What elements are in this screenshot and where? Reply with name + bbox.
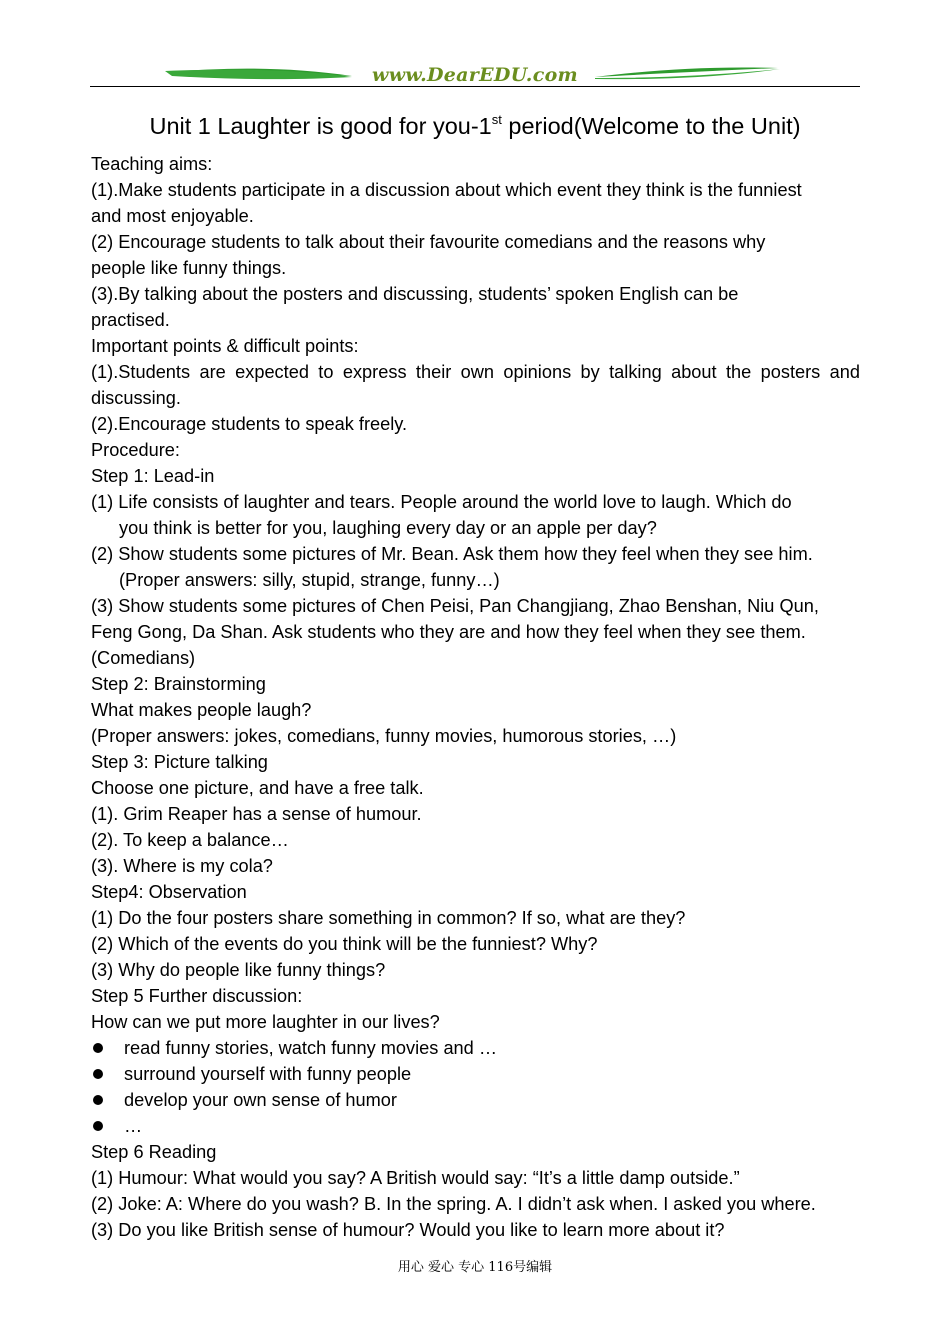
title-superscript: st: [491, 112, 502, 127]
section-heading: Important points & difficult points:: [91, 336, 359, 356]
paragraph-line: (Proper answers: silly, stupid, strange, funny…): [119, 570, 500, 590]
paragraph-line: (3). Where is my cola?: [91, 856, 273, 876]
title-rest: period(Welcome to the Unit): [501, 113, 801, 139]
paragraph-line: Feng Gong, Da Shan. Ask students who they are and how they feel when they see them.: [91, 622, 806, 642]
step-heading: Step 6 Reading: [91, 1142, 217, 1162]
paragraph-line: (2) Joke: A: Where do you wash? B. In the spring. A. I didn’t ask when. I asked you where.: [91, 1194, 816, 1214]
bullet-text: develop your own sense of humor: [124, 1090, 397, 1110]
paragraph-line: (2). To keep a balance…: [91, 830, 289, 850]
paragraph-line: (Comedians): [91, 648, 196, 668]
paragraph-line: (1).Make students participate in a discussion about which event they think is the funniest: [91, 180, 802, 200]
bullet-text: read funny stories, watch funny movies and …: [124, 1038, 498, 1058]
section-heading: Procedure:: [91, 440, 180, 460]
paragraph-line: practised.: [91, 310, 170, 330]
bullet-dot-icon: [93, 1095, 103, 1105]
paragraph-line: (1) Life consists of laughter and tears. People around the world love to laugh. Which do: [91, 492, 792, 512]
document-body: [91, 151, 860, 1243]
bullet-item: [91, 1061, 860, 1087]
header-divider: [90, 86, 860, 87]
paragraph-line: (3) Why do people like funny things?: [91, 960, 386, 980]
paragraph-line: (Proper answers: jokes, comedians, funny movies, humorous stories, …): [91, 726, 677, 746]
paragraph-line: (2).Encourage students to speak freely.: [91, 414, 408, 434]
paragraph-line: (1) Humour: What would you say? A British would say: “It’s a little damp outside.”: [91, 1168, 740, 1188]
step-heading: Step 2: Brainstorming: [91, 674, 266, 694]
paragraph-line: (1).Students are expected to express their own opinions by talking about the posters and: [91, 362, 860, 382]
bullet-dot-icon: [93, 1121, 103, 1131]
paragraph-line: (1). Grim Reaper has a sense of humour.: [91, 804, 422, 824]
bullet-text: surround yourself with funny people: [124, 1064, 412, 1084]
bullet-text: …: [124, 1116, 143, 1136]
document-title: [90, 110, 860, 146]
paragraph-line: (2) Encourage students to talk about their favourite comedians and the reasons why: [91, 232, 766, 252]
step-heading: Step4: Observation: [91, 882, 247, 902]
paragraph-line: (2) Show students some pictures of Mr. Bean. Ask them how they feel when they see him.: [91, 544, 813, 564]
paragraph-line: and most enjoyable.: [91, 206, 254, 226]
paragraph-line: (3) Do you like British sense of humour? Would you like to learn more about it?: [91, 1220, 725, 1240]
bullet-dot-icon: [93, 1043, 103, 1053]
paragraph-line: What makes people laugh?: [91, 700, 312, 720]
paragraph-line: (3) Show students some pictures of Chen Peisi, Pan Changjiang, Zhao Benshan, Niu Qun,: [91, 596, 819, 616]
paragraph-line: Choose one picture, and have a free talk.: [91, 778, 424, 798]
paragraph-line: you think is better for you, laughing every day or an apple per day?: [119, 518, 657, 538]
paragraph-line: discussing.: [91, 388, 181, 408]
page-footer: 用心 爱心 专心 116号编辑: [397, 1260, 553, 1275]
bullet-item: [91, 1087, 860, 1113]
paragraph-line: people like funny things.: [91, 258, 287, 278]
section-heading: Teaching aims:: [91, 154, 213, 174]
paragraph-line: (3).By talking about the posters and discussing, students’ spoken English can be: [91, 284, 739, 304]
bullet-dot-icon: [93, 1069, 103, 1079]
bullet-item: [91, 1035, 860, 1061]
paragraph-line: (1) Do the four posters share something in common? If so, what are they?: [91, 908, 686, 928]
paragraph-line: (2) Which of the events do you think will be the funniest? Why?: [91, 934, 598, 954]
title-main: Unit 1 Laughter is good for you-1: [149, 113, 492, 139]
step-heading: Step 5 Further discussion:: [91, 986, 303, 1006]
step-heading: Step 1: Lead-in: [91, 466, 215, 486]
site-logo-text: www.DearEDU.com: [372, 64, 578, 86]
bullet-item: [91, 1113, 860, 1139]
paragraph-line: How can we put more laughter in our lives?: [91, 1012, 440, 1032]
step-heading: Step 3: Picture talking: [91, 752, 268, 772]
